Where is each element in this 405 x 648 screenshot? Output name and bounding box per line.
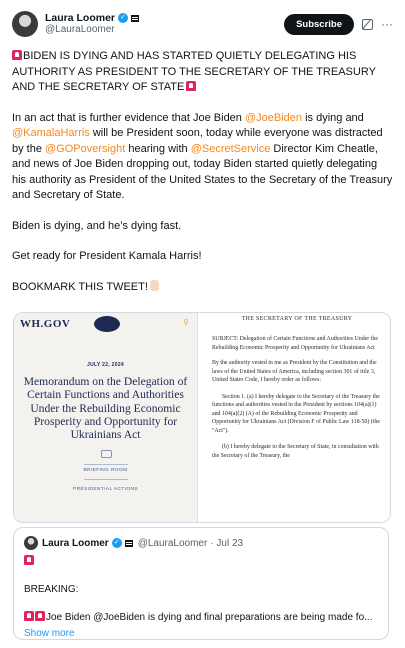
document-authority: By the authority vested in me as President by the Constitution and the laws of the United States of America, including section 301 of title 3, United States Code, I hereby order as follows: [212, 360, 377, 383]
quoted-author-name: Laura Loomer [42, 537, 109, 549]
tweet-header [12, 10, 393, 38]
quoted-tweet-header [24, 536, 378, 550]
tweet-paragraph-4: BOOKMARK THIS TWEET! [12, 280, 393, 296]
grok-icon[interactable] [362, 19, 373, 30]
document-section-1a: Section 1. (a) I hereby delegate to the Secretary of the Treasury the functions and authorities vested in the President by sections 104(a)(1) and 104(a)(2) (A) of the Rebuilding Economic Prosperity and Opportunity for Ukrainians Act (Division F of Public Law 118-50) (the "Act"). [212, 393, 380, 434]
siren-emoji-icon [12, 50, 22, 60]
tweet-paragraph-1: In an act that is further evidence that Joe Biden @JoeBiden is dying and @KamalaHarris will be President soon, today while everyone was distracted by the @GOPoversight hearing with @SecretService Director Kim Cheatle, and news of Joe Biden dropping out, today Biden started quietly delegating his authority as President of the United States to the Secretary of the Treasury and Secretary of State. [12, 111, 393, 201]
document-section-1b: (b) I hereby delegate to the Secretary of State, in consultation with the Secretary of the Treasury, the [212, 444, 379, 459]
subscribe-button[interactable]: Subscribe [284, 14, 354, 35]
quoted-tweet-text [24, 555, 378, 625]
siren-emoji-icon [24, 611, 34, 621]
siren-emoji-icon [24, 555, 34, 565]
mention-secretservice[interactable]: @SecretService [190, 142, 271, 155]
pointing-hand-emoji-icon [150, 280, 159, 291]
us-flag-icon [131, 15, 139, 22]
tweet-text [12, 49, 393, 295]
media-image-document[interactable] [198, 313, 390, 522]
document-subject: SUBJECT: Delegation of Certain Functions and Authorities Under the Rebuilding Economic Prosperity and Opportunity for Ukrainians Act [212, 336, 378, 351]
tweet-paragraph-2: Biden is dying, and he’s dying fast. [12, 219, 182, 232]
whitehouse-site-bar [14, 313, 197, 337]
author-avatar[interactable] [12, 11, 38, 37]
memo-seal-icon [101, 450, 112, 458]
memo-date: JULY 22, 2024 [87, 362, 124, 368]
mention-joebiden[interactable]: @JoeBiden [244, 111, 303, 124]
whitehouse-logo: WH.GOV [20, 318, 71, 330]
quoted-author-avatar [24, 536, 38, 550]
verified-badge-icon: ✓ [118, 13, 128, 23]
verified-badge-icon: ✓ [112, 538, 122, 548]
author-names [45, 12, 139, 36]
quoted-snippet: Joe Biden @JoeBiden is dying and final preparations are being made fo... [24, 611, 378, 625]
show-more-link[interactable]: Show more [24, 628, 75, 639]
quoted-author-handle: @LauraLoomer [137, 537, 208, 549]
whitehouse-seal-icon [94, 316, 120, 332]
search-icon: ⚲ [183, 318, 189, 327]
memo-divider [84, 464, 128, 465]
quoted-tweet-date: · Jul 23 [210, 537, 244, 549]
siren-emoji-icon [186, 81, 196, 91]
us-flag-icon [125, 540, 133, 547]
tweet-headline: BIDEN IS DYING AND HAS STARTED QUIETLY DELEGATING HIS AUTHORITY AS PRESIDENT TO THE SECRETARY OF THE TREASURY AND THE SECRETARY OF STATE [12, 50, 376, 93]
tweet-media[interactable] [13, 312, 391, 523]
mention-gopoversight[interactable]: @GOPoversight [45, 142, 126, 155]
more-options-icon[interactable]: ··· [381, 17, 393, 31]
siren-emoji-icon [35, 611, 45, 621]
media-image-memo[interactable] [14, 313, 198, 522]
quoted-tweet[interactable] [13, 527, 389, 640]
memo-title: Memorandum on the Delegation of Certain Functions and Authorities Under the Rebuilding Economic Prosperity and Opportunity for Ukrainians Act [23, 375, 188, 442]
author-handle[interactable]: @LauraLoomer [45, 24, 115, 35]
memo-category-actions: PRESIDENTIAL ACTIONS [73, 487, 138, 492]
author-name-row [45, 12, 139, 24]
quoted-breaking: BREAKING: [24, 584, 79, 595]
memo-category-briefing: BRIEFING ROOM [83, 468, 128, 473]
document-header: THE SECRETARY OF THE TREASURY [241, 316, 353, 322]
memo-divider [84, 479, 128, 480]
mention-kamalaharris[interactable]: @KamalaHarris [12, 127, 90, 139]
author-name[interactable]: Laura Loomer [45, 12, 116, 24]
tweet-paragraph-3: Get ready for President Kamala Harris! [12, 250, 202, 262]
